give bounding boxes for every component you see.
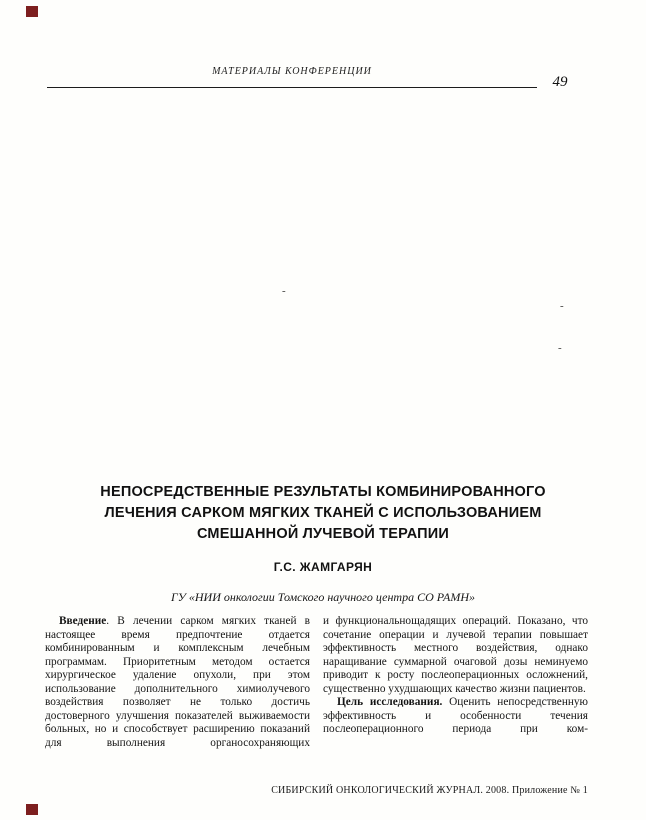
page-number: 49 xyxy=(552,74,568,90)
crop-mark-top-left xyxy=(26,6,38,17)
article-title-line: ЛЕЧЕНИЯ САРКОМ МЯГКИХ ТКАНЕЙ С ИСПОЛЬЗОВАНИЕМ xyxy=(104,505,542,521)
aim-paragraph xyxy=(323,696,588,737)
article-title-line: НЕПОСРЕДСТВЕННЫЕ РЕЗУЛЬТАТЫ КОМБИНИРОВАННОГО xyxy=(100,484,546,500)
crop-mark-bottom-left xyxy=(26,804,38,815)
header-rule xyxy=(47,87,537,88)
journal-footer-line: СИБИРСКИЙ ОНКОЛОГИЧЕСКИЙ ЖУРНАЛ. 2008. Приложение № 1 xyxy=(271,785,588,796)
article-body xyxy=(45,615,588,750)
article-title-line: СМЕШАННОЙ ЛУЧЕВОЙ ТЕРАПИИ xyxy=(196,526,450,542)
intro-paragraph-text: . В лечении сарком мягких тканей в настоящее время предпочтение отдается комбинированным и комплексным лечебным программам. Приоритетным методом остается хирургическое удаление опухоли, при этом использование дополнительного химиолучевого воздействия позволяет не только достичь достоверного улучшения показателей выживаемости больных, но и способствует расширению показаний для выполнения органосохраняющих xyxy=(45,615,310,749)
right-column xyxy=(323,615,588,750)
article-affiliation: ГУ «НИИ онкологии Томского научного центра СО РАМН» xyxy=(170,590,476,604)
scan-artifact: - xyxy=(560,300,564,312)
article-title xyxy=(28,482,618,545)
left-column xyxy=(45,615,310,750)
running-title: МАТЕРИАЛЫ КОНФЕРЕНЦИИ xyxy=(212,66,372,77)
aim-paragraph-text: Оценить непосредственную эффективность и особенности течения послеоперационного периода при ком- xyxy=(323,696,588,735)
intro-paragraph xyxy=(45,615,310,750)
continuation-paragraph: и функциональнощадящих операций. Показано, что сочетание операции и лучевой терапии повышает эффективность местного воздействия, однако наращивание суммарной очаговой дозы неминуемо приводит к росту послеоперационных осложнений, существенно ухудшающих качество жизни пациентов. xyxy=(323,615,588,695)
scan-artifact: - xyxy=(558,342,562,354)
scan-artifact: - xyxy=(282,285,286,297)
section-label-introduction: Введение xyxy=(59,615,107,627)
section-label-aim: Цель исследования. xyxy=(337,696,443,708)
article-author: Г.С. ЖАМГАРЯН xyxy=(273,560,373,574)
